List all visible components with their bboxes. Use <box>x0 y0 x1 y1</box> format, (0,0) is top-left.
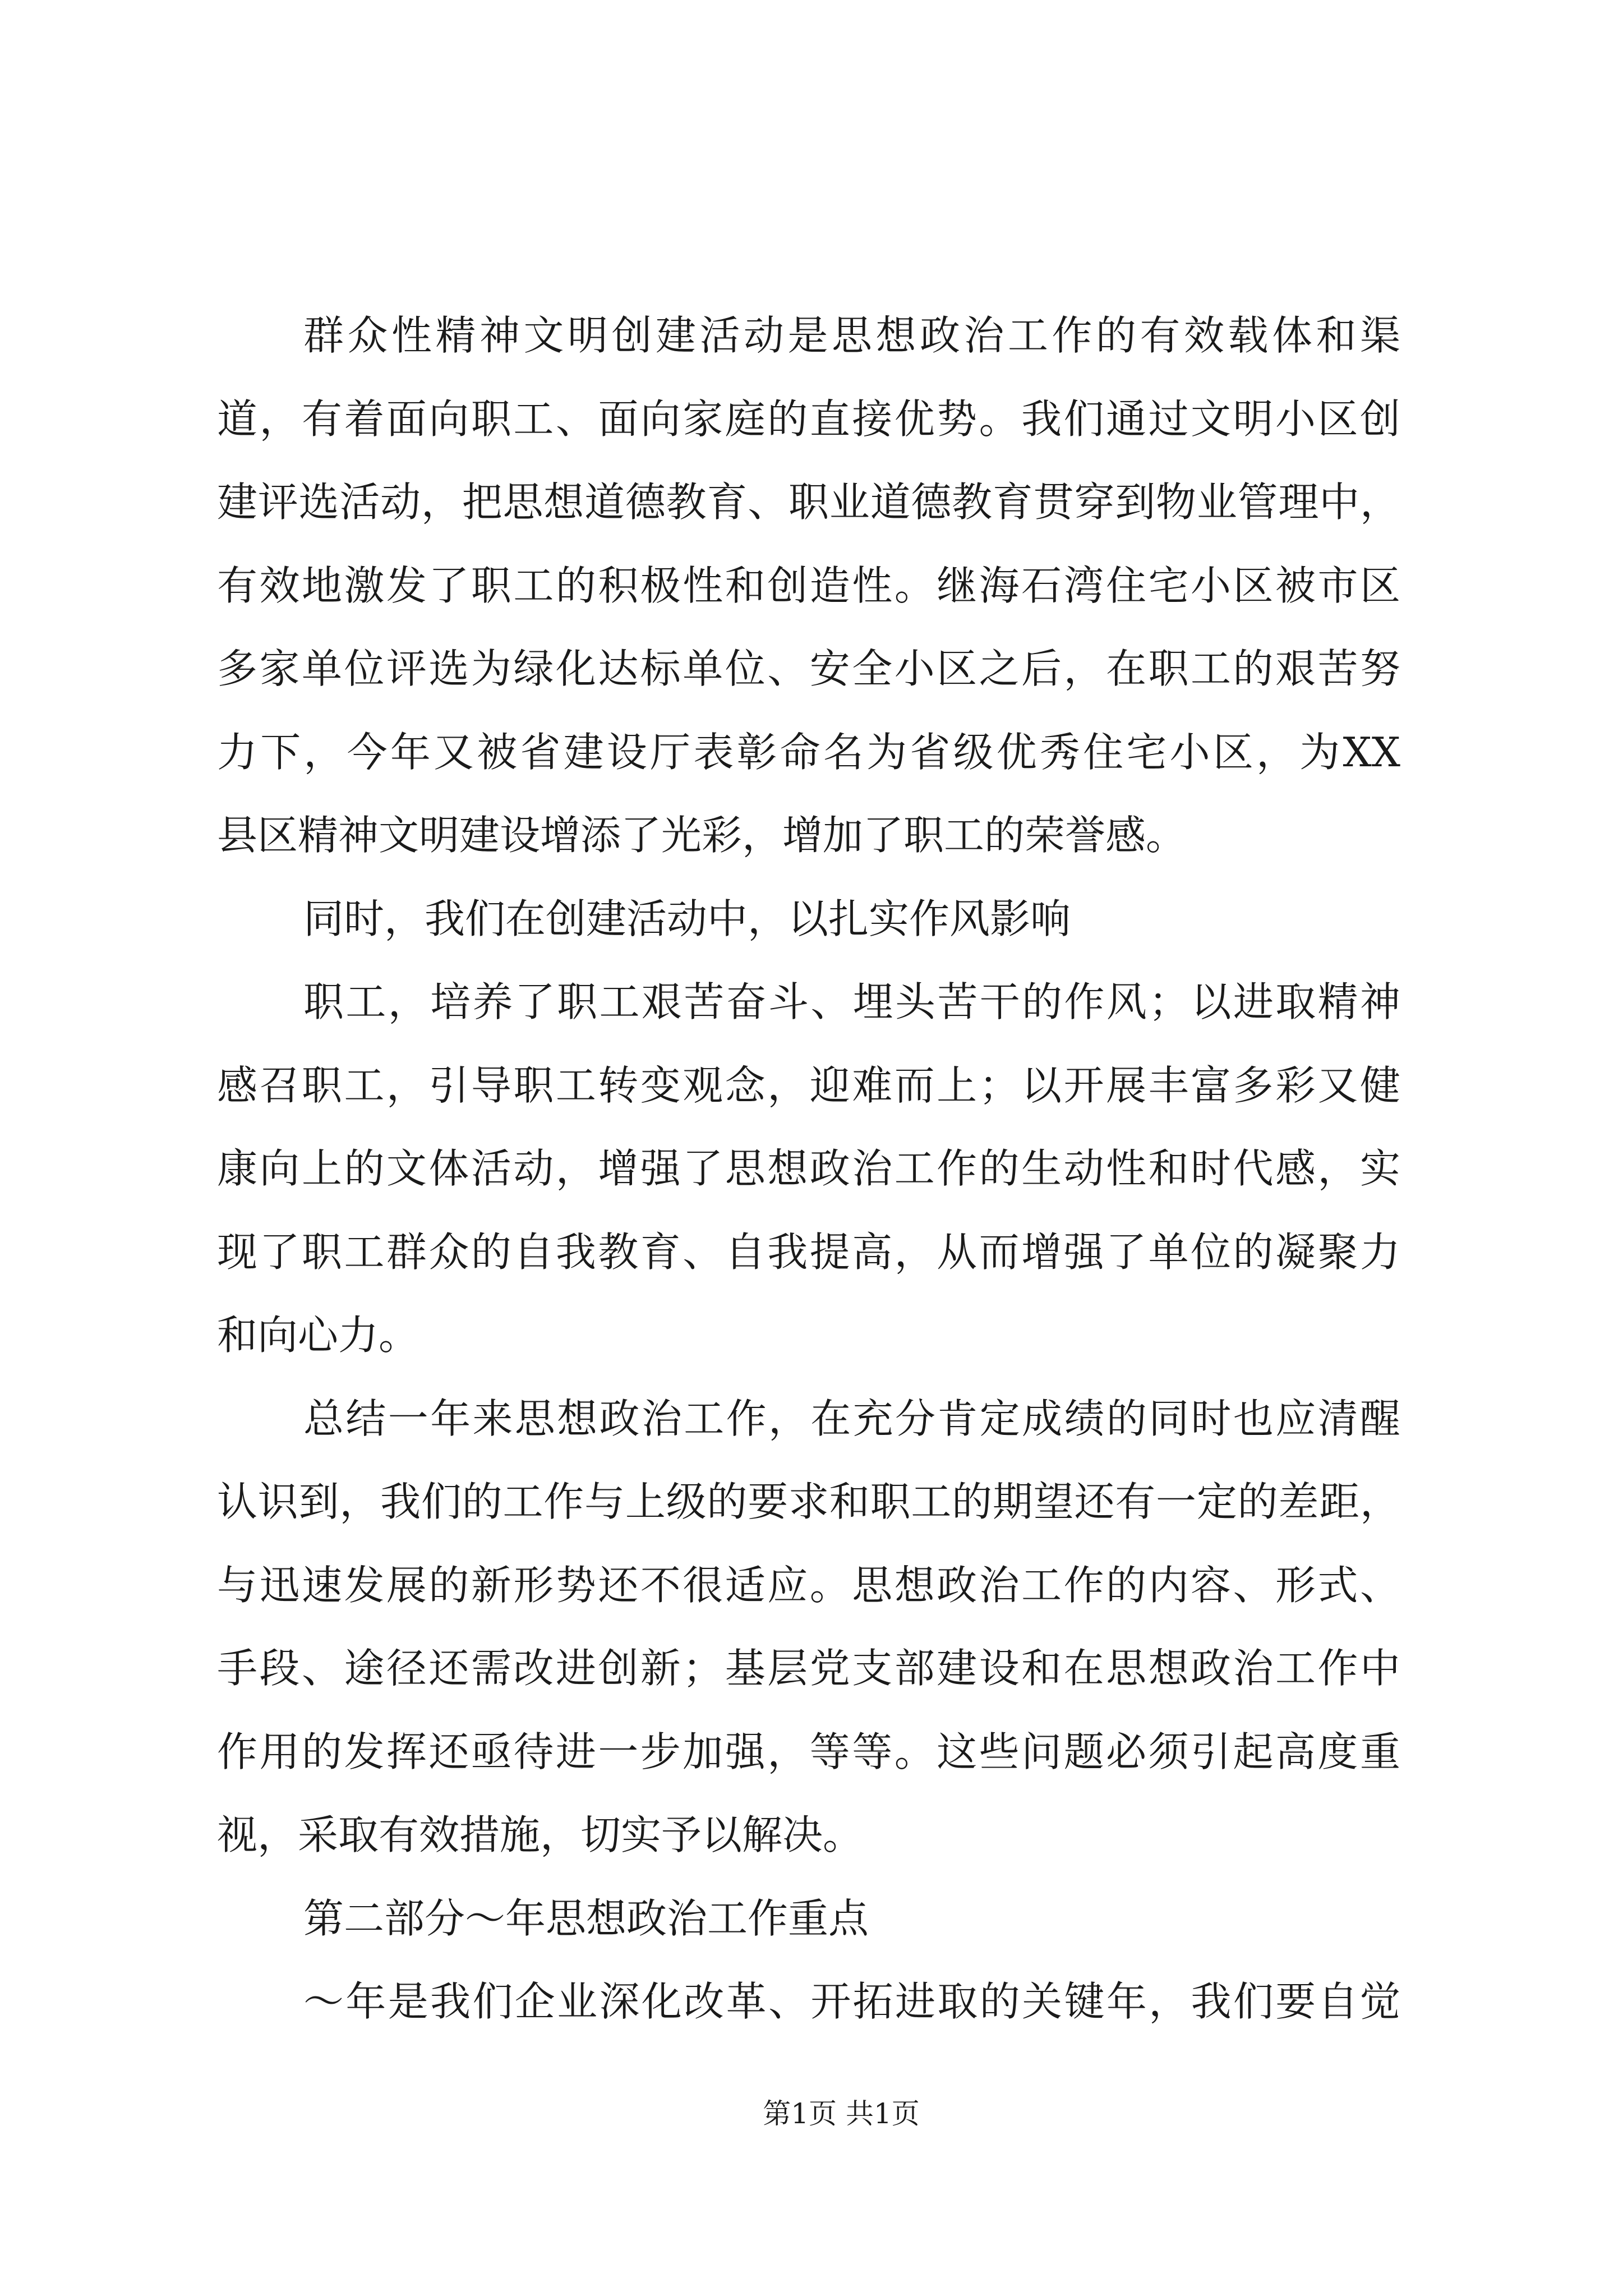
text-line: 作用的发挥还亟待进一步加强，等等。这些问题必须引起高度重 <box>217 1728 1400 1775</box>
section-heading: 第二部分～年思想政治工作重点 <box>303 1894 869 1942</box>
text-line: ～年是我们企业深化改革、开拓进取的关键年，我们要自觉 <box>303 1978 1400 2025</box>
text-line: 视，采取有效措施，切实予以解决。 <box>217 1811 864 1858</box>
text-line: 和向心力。 <box>217 1312 419 1359</box>
text-line: 力下，今年又被省建设厅表彰命名为省级优秀住宅小区，为XX <box>217 728 1400 776</box>
text-line: 建评选活动，把思想道德教育、职业道德教育贯穿到物业管理中， <box>217 478 1400 526</box>
text-line: 手段、途径还需改进创新；基层党支部建设和在思想政治工作中 <box>217 1645 1400 1692</box>
text-line: 康向上的文体活动，增强了思想政治工作的生动性和时代感，实 <box>217 1145 1400 1192</box>
text-line: 认识到，我们的工作与上级的要求和职工的期望还有一定的差距， <box>217 1478 1400 1525</box>
text-line: 多家单位评选为绿化达标单位、安全小区之后，在职工的艰苦努 <box>217 645 1400 692</box>
text-line: 同时，我们在创建活动中，以扎实作风影响 <box>303 895 1071 942</box>
body-text <box>217 294 1400 2044</box>
text-line: 现了职工群众的自我教育、自我提高，从而增强了单位的凝聚力 <box>217 1228 1400 1276</box>
page-number-footer: 第1页 共1页 <box>763 2097 920 2130</box>
text-line: 道，有着面向职工、面向家庭的直接优势。我们通过文明小区创 <box>217 395 1400 443</box>
text-line: 感召职工，引导职工转变观念，迎难而上；以开展丰富多彩又健 <box>217 1061 1400 1109</box>
text-line: 群众性精神文明创建活动是思想政治工作的有效载体和渠 <box>303 312 1400 359</box>
text-line: 总结一年来思想政治工作，在充分肯定成绩的同时也应清醒 <box>303 1395 1400 1442</box>
text-line: 县区精神文明建设增添了光彩，增加了职工的荣誉感。 <box>217 812 1187 859</box>
text-line: 有效地激发了职工的积极性和创造性。继海石湾住宅小区被市区 <box>217 562 1400 609</box>
text-line: 与迅速发展的新形势还不很适应。思想政治工作的内容、形式、 <box>217 1561 1400 1609</box>
text-line: 职工，培养了职工艰苦奋斗、埋头苦干的作风；以进取精神 <box>303 978 1400 1025</box>
